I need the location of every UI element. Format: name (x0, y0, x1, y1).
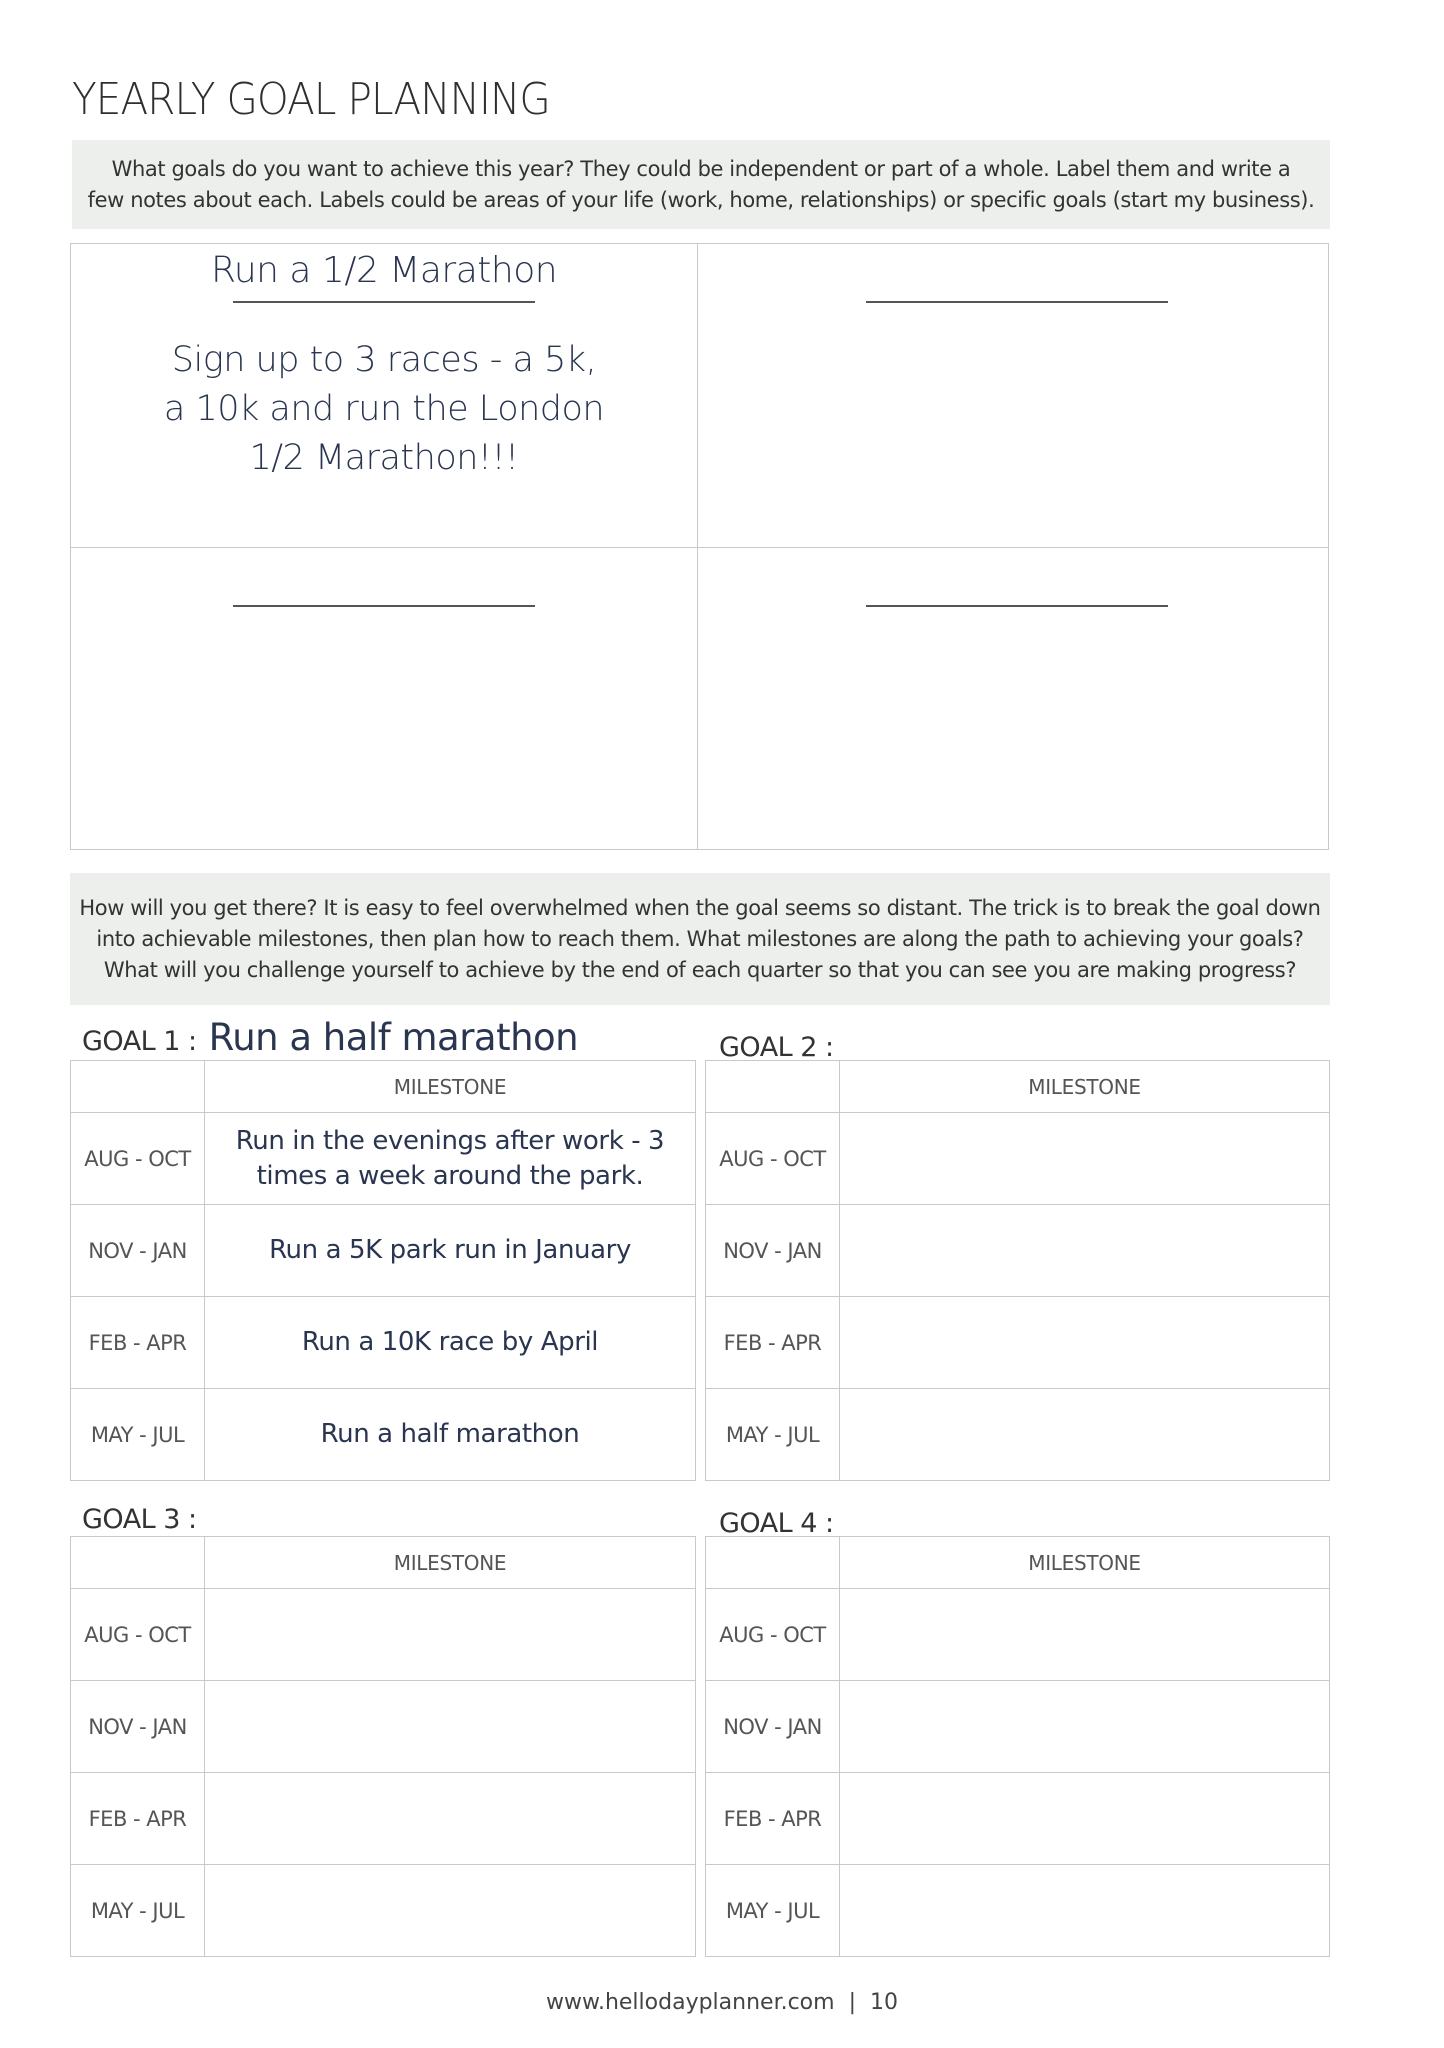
period-header (71, 1537, 205, 1589)
label-underline (233, 301, 535, 303)
goal-1-heading (82, 1016, 578, 1059)
intro-note (72, 140, 1330, 229)
period-label: MAY - JUL (71, 1865, 205, 1957)
goal-grid (70, 243, 1329, 850)
milestone-header: MILESTONE (205, 1061, 696, 1113)
milestone-cell[interactable] (840, 1681, 1330, 1773)
milestone-cell[interactable]: Run a 10K race by April (205, 1297, 696, 1389)
period-label: NOV - JAN (71, 1205, 205, 1297)
milestone-cell[interactable] (840, 1773, 1330, 1865)
goal-heading-label: GOAL 3 : (82, 1504, 197, 1535)
period-header (706, 1061, 840, 1113)
goal-4-heading (719, 1498, 846, 1541)
period-label: NOV - JAN (706, 1681, 840, 1773)
period-header (71, 1061, 205, 1113)
goal-2-table (705, 1060, 1330, 1481)
intro-note-line: What goals do you want to achieve this year? They could be independent or part of a whole. Label them and write a (111, 156, 1291, 181)
page-title: YEARLY GOAL PLANNING (72, 74, 550, 125)
page-footer (0, 1990, 1444, 2015)
milestone-cell[interactable] (840, 1205, 1330, 1297)
milestone-cell[interactable] (205, 1773, 696, 1865)
label-underline (233, 605, 535, 607)
period-label: AUG - OCT (71, 1113, 205, 1205)
milestone-cell[interactable] (840, 1297, 1330, 1389)
period-label: AUG - OCT (71, 1589, 205, 1681)
period-label: AUG - OCT (706, 1589, 840, 1681)
milestone-header: MILESTONE (205, 1537, 696, 1589)
period-label: NOV - JAN (71, 1681, 205, 1773)
goal-note-line: a 10k and run the London (163, 389, 605, 429)
goal-4-table (705, 1536, 1330, 1957)
period-label: MAY - JUL (71, 1389, 205, 1481)
goal-cell-3[interactable] (71, 548, 697, 851)
goal-2-heading (719, 1022, 846, 1065)
period-label: MAY - JUL (706, 1865, 840, 1957)
milestone-cell[interactable] (205, 1865, 696, 1957)
intro-note-line: few notes about each. Labels could be areas of your life (work, home, relationships) or specific goals (start my business). (87, 187, 1315, 212)
goal-note-line: Sign up to 3 races - a 5k, (171, 340, 597, 380)
period-label: AUG - OCT (706, 1113, 840, 1205)
milestone-cell[interactable]: Run a half marathon (205, 1389, 696, 1481)
goal-cell-2[interactable] (698, 244, 1330, 547)
label-underline (866, 301, 1168, 303)
goal-heading-label: GOAL 1 : (82, 1026, 197, 1057)
milestone-cell[interactable] (205, 1589, 696, 1681)
milestone-note-line: into achievable milestones, then plan how to reach them. What milestones are along the path to achieving your goals? (96, 926, 1304, 951)
milestone-note (70, 873, 1330, 1005)
goal-heading-label: GOAL 2 : (719, 1032, 834, 1063)
milestone-cell[interactable]: Run in the evenings after work - 3 times a week around the park. (205, 1113, 696, 1205)
milestone-cell[interactable]: Run a 5K park run in January (205, 1205, 696, 1297)
period-label: NOV - JAN (706, 1205, 840, 1297)
milestone-cell[interactable] (840, 1865, 1330, 1957)
milestone-note-line: How will you get there? It is easy to feel overwhelmed when the goal seems so distant. The trick is to break the goal down (79, 895, 1321, 920)
milestone-cell[interactable] (840, 1113, 1330, 1205)
period-label: FEB - APR (71, 1773, 205, 1865)
goal-cell-notes (131, 336, 637, 483)
milestone-cell[interactable] (840, 1389, 1330, 1481)
goal-heading-label: GOAL 4 : (719, 1508, 834, 1539)
milestone-note-line: What will you challenge yourself to achieve by the end of each quarter so that you can see you are making progress? (103, 957, 1297, 982)
period-label: FEB - APR (706, 1773, 840, 1865)
goal-note-line: 1/2 Marathon!!! (249, 438, 519, 478)
goal-cell-4[interactable] (698, 548, 1330, 851)
period-label: MAY - JUL (706, 1389, 840, 1481)
period-label: FEB - APR (706, 1297, 840, 1389)
period-header (706, 1537, 840, 1589)
label-underline (866, 605, 1168, 607)
page-number: 10 (870, 1990, 898, 2015)
footer-website[interactable]: www.hellodayplanner.com (546, 1990, 835, 2015)
goal-1-table (70, 1060, 696, 1481)
goal-name: Run a half marathon (208, 1016, 579, 1059)
milestone-cell[interactable] (840, 1589, 1330, 1681)
goal-cell-label: Run a 1/2 Marathon (210, 250, 558, 291)
footer-separator: | (848, 1990, 856, 2015)
period-label: FEB - APR (71, 1297, 205, 1389)
goal-cell-1[interactable] (71, 244, 697, 547)
milestone-header: MILESTONE (840, 1537, 1330, 1589)
goal-3-table (70, 1536, 696, 1957)
milestone-header: MILESTONE (840, 1061, 1330, 1113)
goal-3-heading (82, 1494, 209, 1537)
milestone-cell[interactable] (205, 1681, 696, 1773)
